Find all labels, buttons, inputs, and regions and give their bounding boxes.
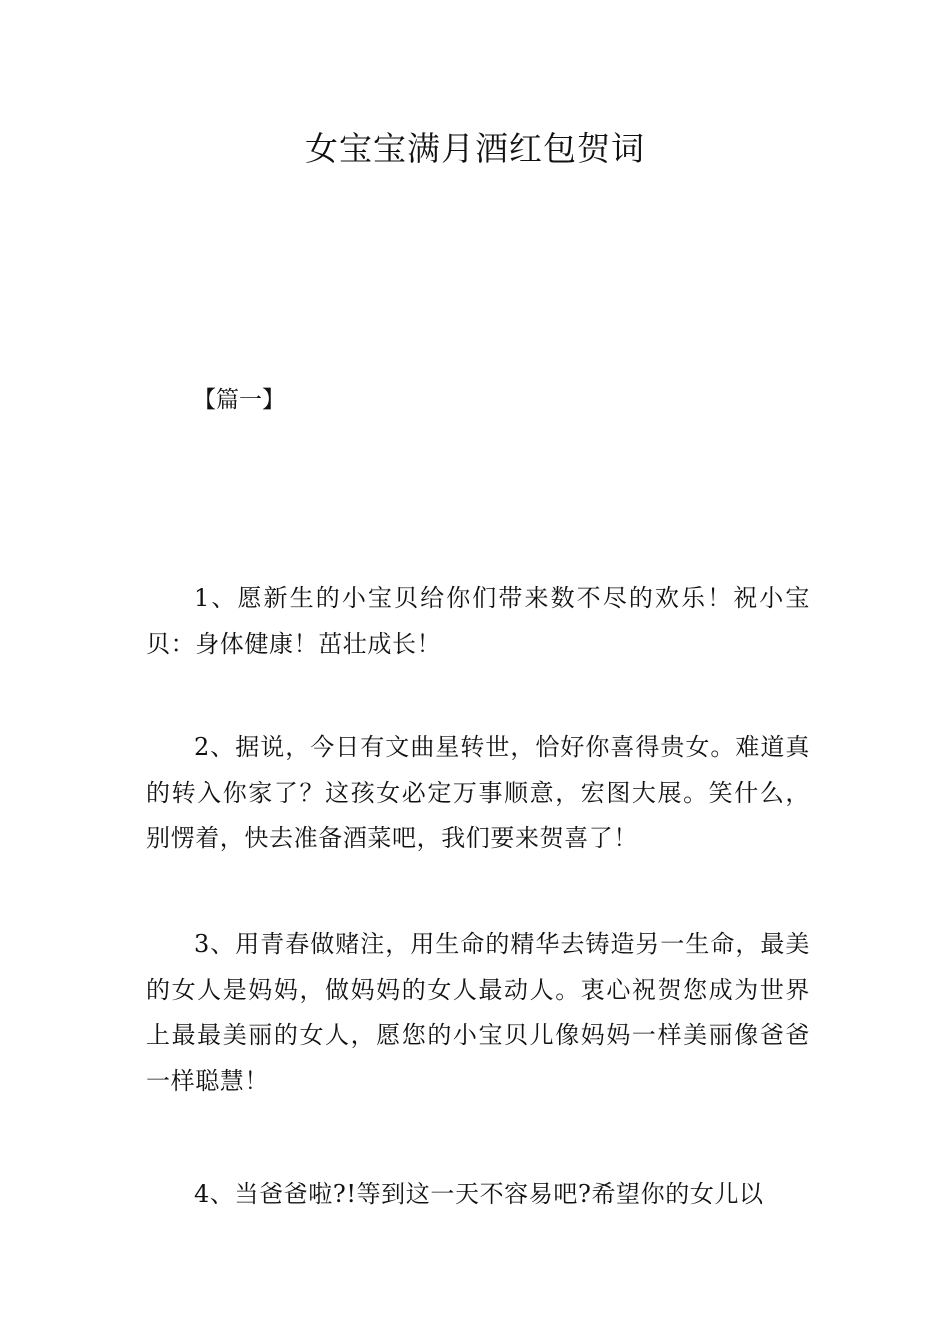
section-heading: 【篇一】	[193, 387, 285, 413]
paragraph-1: 1、愿新生的小宝贝给你们带来数不尽的欢乐！祝小宝贝：身体健康！茁壮成长！	[146, 584, 810, 658]
document-title: 女宝宝满月酒红包贺词	[305, 129, 645, 168]
paragraph-2: 2、据说，今日有文曲星转世，恰好你喜得贵女。难道真的转入你家了？这孩女必定万事顺意，宏图大展。笑什么，别愣着，快去准备酒菜吧，我们要来贺喜了！	[146, 733, 810, 852]
paragraph-4: 4、当爸爸啦?!等到这一天不容易吧?希望你的女儿以	[194, 1180, 764, 1208]
paragraph-3: 3、用青春做赌注，用生命的精华去铸造另一生命，最美的女人是妈妈，做妈妈的女人最动人。衷心祝贺您成为世界上最最美丽的女人，愿您的小宝贝儿像妈妈一样美丽像爸爸一样聪慧！	[146, 930, 810, 1095]
